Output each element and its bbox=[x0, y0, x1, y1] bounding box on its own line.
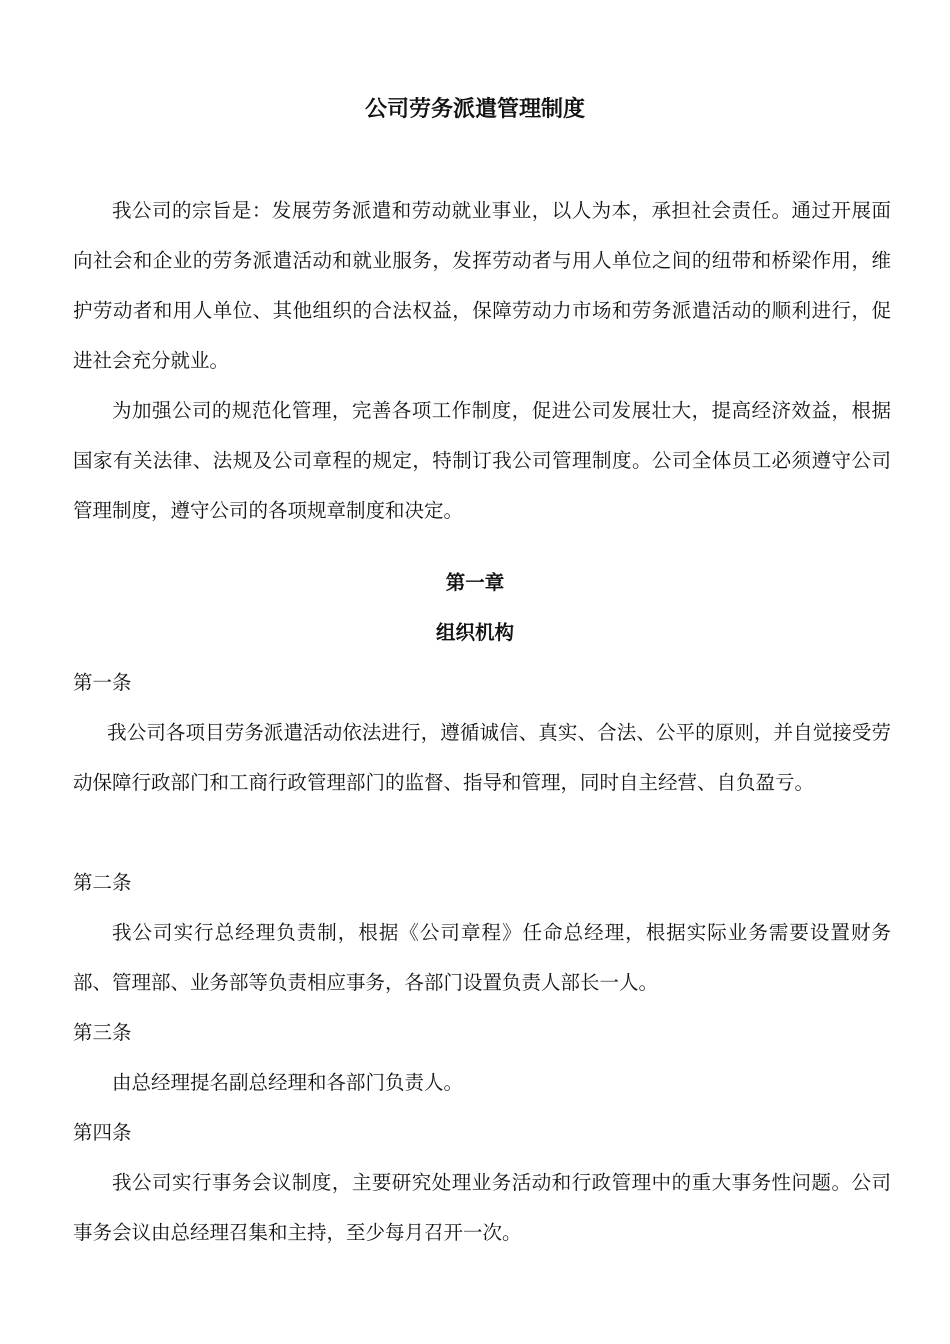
chapter-number: 第一章 bbox=[445, 571, 505, 594]
article-3-body: 由总经理提名副总经理和各部门负责人。 bbox=[112, 1071, 464, 1094]
article-4-body: 我公司实行事务会议制度，主要研究处理业务活动和行政管理中的重大事务性问题。公司事务会议由总经理召集和主持，至少每月召开一次。 bbox=[73, 1171, 891, 1244]
document-title: 公司劳务派遣管理制度 bbox=[364, 96, 585, 122]
intro-paragraph-1: 我公司的宗旨是：发展劳务派遣和劳动就业事业，以人为本，承担社会责任。通过开展面向社会和企业的劳务派遣活动和就业服务，发挥劳动者与用人单位之间的纽带和桥梁作用，维护劳动者和用人单位、其他组织的合法权益，保障劳动力市场和劳务派遣活动的顺利进行，促进社会充分就业。 bbox=[73, 199, 891, 372]
intro-paragraph-2: 为加强公司的规范化管理，完善各项工作制度，促进公司发展壮大，提高经济效益，根据国家有关法律、法规及公司章程的规定，特制订我公司管理制度。公司全体员工必须遵守公司管理制度，遵守公司的各项规章制度和决定。 bbox=[73, 399, 891, 522]
article-2-heading: 第二条 bbox=[73, 871, 132, 894]
article-2-body: 我公司实行总经理负责制，根据《公司章程》任命总经理，根据实际业务需要设置财务部、管理部、业务部等负责相应事务，各部门设置负责人部长一人。 bbox=[73, 921, 891, 994]
article-4-heading: 第四条 bbox=[73, 1121, 132, 1144]
article-1-body: 我公司各项目劳务派遣活动依法进行，遵循诚信、真实、合法、公平的原则，并自觉接受劳动保障行政部门和工商行政管理部门的监督、指导和管理，同时自主经营、自负盈亏。 bbox=[73, 721, 891, 794]
article-3-heading: 第三条 bbox=[73, 1021, 132, 1044]
chapter-title: 组织机构 bbox=[435, 621, 514, 644]
article-1-heading: 第一条 bbox=[73, 671, 132, 694]
